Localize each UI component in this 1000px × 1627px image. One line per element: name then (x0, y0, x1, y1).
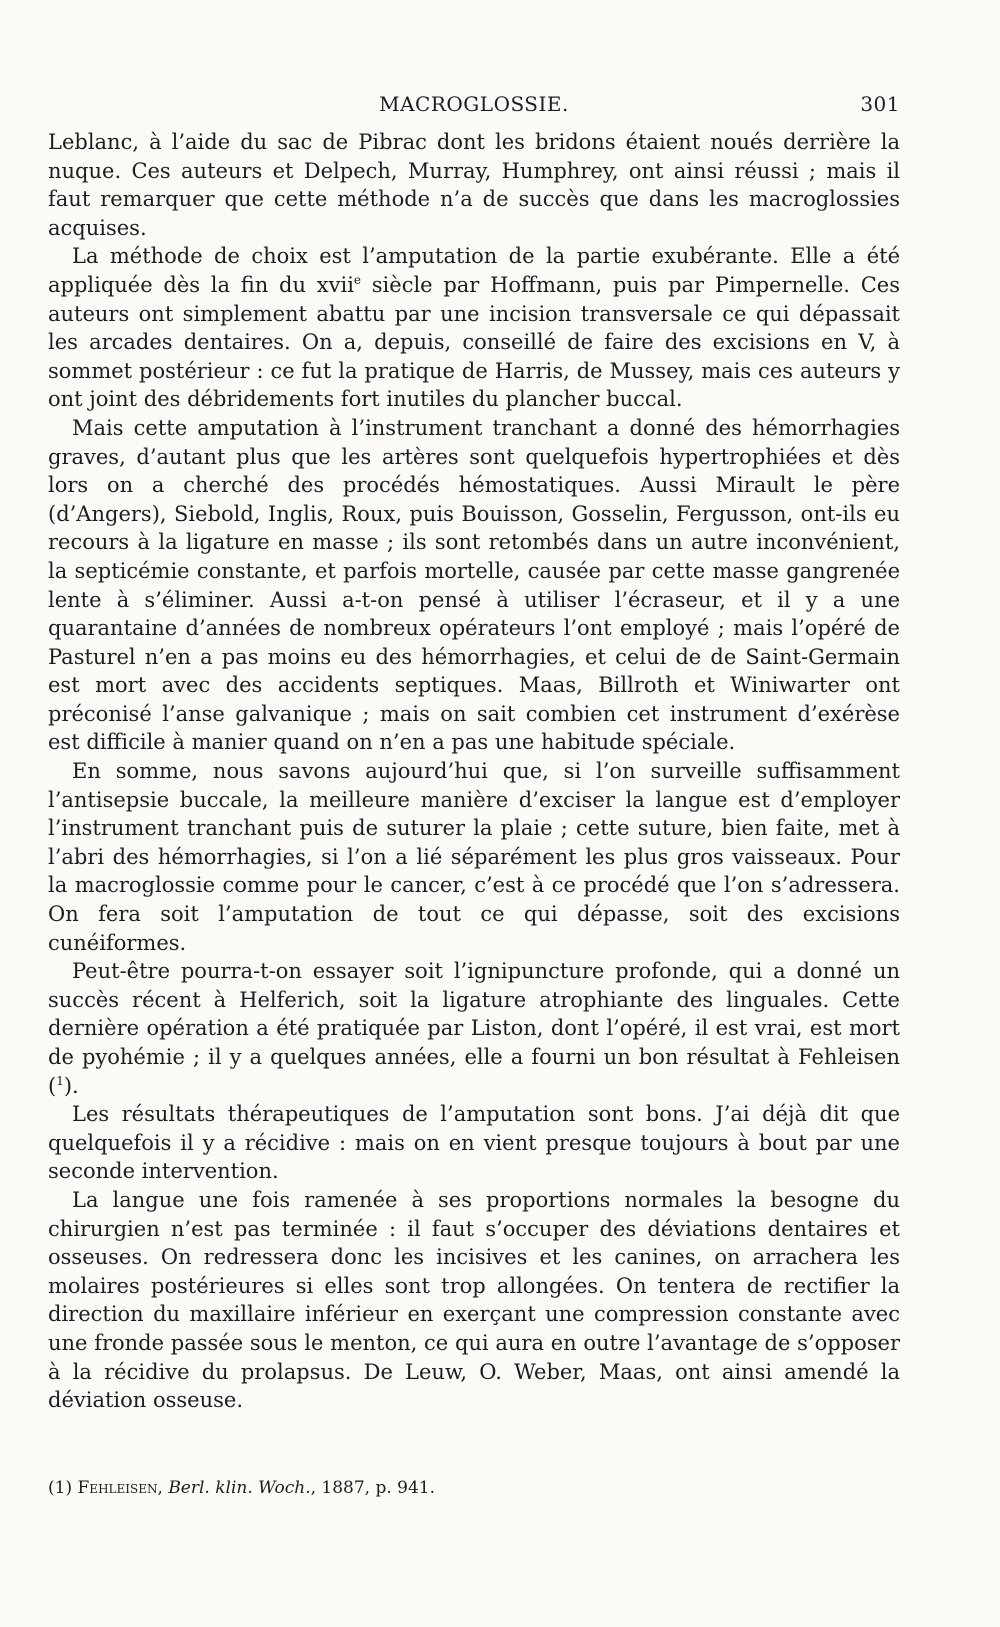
paragraph-4 (48, 757, 900, 957)
paragraph-5 (48, 957, 900, 1100)
paragraph-text: Mais cette amputation à l’instrument tranchant a donné des hémorrhagies graves, d’autant plus que les artères sont quelquefois hypertrophiées et dès lors on a cherché des procédés hémostatiques. Aussi Mirault le père (d’Angers), Siebold, Inglis, Roux, puis Bouisson, Gosselin, Fergusson, ont-ils eu recours à la ligature en masse ; ils sont retombés dans un autre inconvénient, la septicémie constante, et parfois mortelle, causée par cette masse gangrenée lente à s’éliminer. Aussi a-t-on pensé à utiliser l’écraseur, et il y a une quarantaine d’années de nombreux opérateurs l’ont employé ; mais l’opéré de Pasturel n’en a pas moins eu des hémorrhagies, et celui de de Saint-Germain est mort avec des accidents septiques. Maas, Billroth et Winiwarter ont préconisé l’anse galvanique ; mais on sait combien cet instrument d’exérèse est difficile à manier quand on n’en a pas une habitude spéciale. (48, 415, 900, 755)
paragraph-text: ). (63, 1073, 79, 1098)
century-superscript: e (353, 272, 362, 287)
footnote-author: Fehleisen (77, 1478, 158, 1498)
paragraph-text: La langue une fois ramenée à ses proportions normales la besogne du chirurgien n’est pas terminée : il faut s’occuper des déviations dentaires et osseuses. On redressera donc les incisives et les canines, on arrachera les molaires postérieures si elles sont trop allongées. On tentera de rectifier la direction du maxillaire inférieur en exerçant une compression constante avec une fronde passée sous le menton, ce qui aura en outre l’avantage de s’opposer à la récidive du prolapsus. De Leuw, O. Weber, Maas, ont ainsi amendé la déviation osseuse. (48, 1187, 900, 1413)
running-title: MACROGLOSSIE. (379, 92, 569, 116)
footnote-separator: , (157, 1478, 169, 1498)
paragraph-text: siècle par Hoffmann, puis par Pimpernelle. Ces auteurs ont simplement abattu par une incision transversale ce qui dépassait les arcades dentaires. On a, depuis, conseillé de faire des excisions en V, à sommet postérieur : ce fut la pratique de Harris, de Mussey, mais ces auteurs y ont joint des débridements fort inutiles du plancher buccal. (48, 272, 901, 412)
paragraph-3 (48, 414, 900, 757)
paragraph-text: Leblanc, à l’aide du sac de Pibrac dont les bridons étaient noués derrière la nuque. Ces auteurs et Delpech, Murray, Humphrey, ont ainsi réussi ; mais il faut remarquer que cette méthode n’a de succès que dans les macroglossies acquises. (48, 130, 900, 240)
paragraph-2 (48, 242, 900, 414)
paragraph-6 (48, 1100, 900, 1186)
paragraph-text: La méthode de choix est l’amputation de la partie exubérante. Elle a été appliquée dès la fin du xvii (48, 244, 900, 297)
footnote-journal: Berl. klin. Woch. (168, 1478, 311, 1498)
body-text (48, 128, 900, 1415)
footnote-mark: 1 (54, 1478, 66, 1498)
footnote-reference: 1 (56, 1073, 64, 1088)
paragraph-text: En somme, nous savons aujourd’hui que, si l’on surveille suffisamment l’antisepsie buccale, la meilleure manière d’exciser la langue est d’employer l’instrument tranchant puis de suturer la plaie ; cette suture, bien faite, met à l’abri des hémorrhagies, si l’on a lié séparément les plus gros vaisseaux. Pour la macroglossie comme pour le cancer, c’est à ce procédé que l’on s’adressera. On fera soit l’amputation de tout ce qui dépasse, soit des excisions cunéiformes. (48, 759, 900, 955)
page-number: 301 (860, 92, 900, 116)
paragraph-1 (48, 128, 900, 242)
paragraph-text: Peut-être pourra-t-on essayer soit l’ignipuncture profonde, qui a donné un succès récent à Helferich, soit la ligature atrophiante des linguales. Cette dernière opération a été pratiquée par Liston, dont l’opéré, il est vrai, est mort de pyohémie ; il y a quelques années, elle a fourni un bon résultat à Fehleisen ( (48, 959, 900, 1098)
paragraph-7 (48, 1186, 900, 1415)
running-head (48, 92, 900, 120)
footnote-details: , 1887, p. 941. (310, 1478, 436, 1498)
footnote: (1) Fehleisen, Berl. klin. Woch., 1887, p. 941. (48, 1478, 436, 1498)
paragraph-text: Les résultats thérapeutiques de l’amputation sont bons. J’ai déjà dit que quelquefois il y a récidive : mais on en vient presque toujours à bout par une seconde intervention. (48, 1102, 900, 1184)
